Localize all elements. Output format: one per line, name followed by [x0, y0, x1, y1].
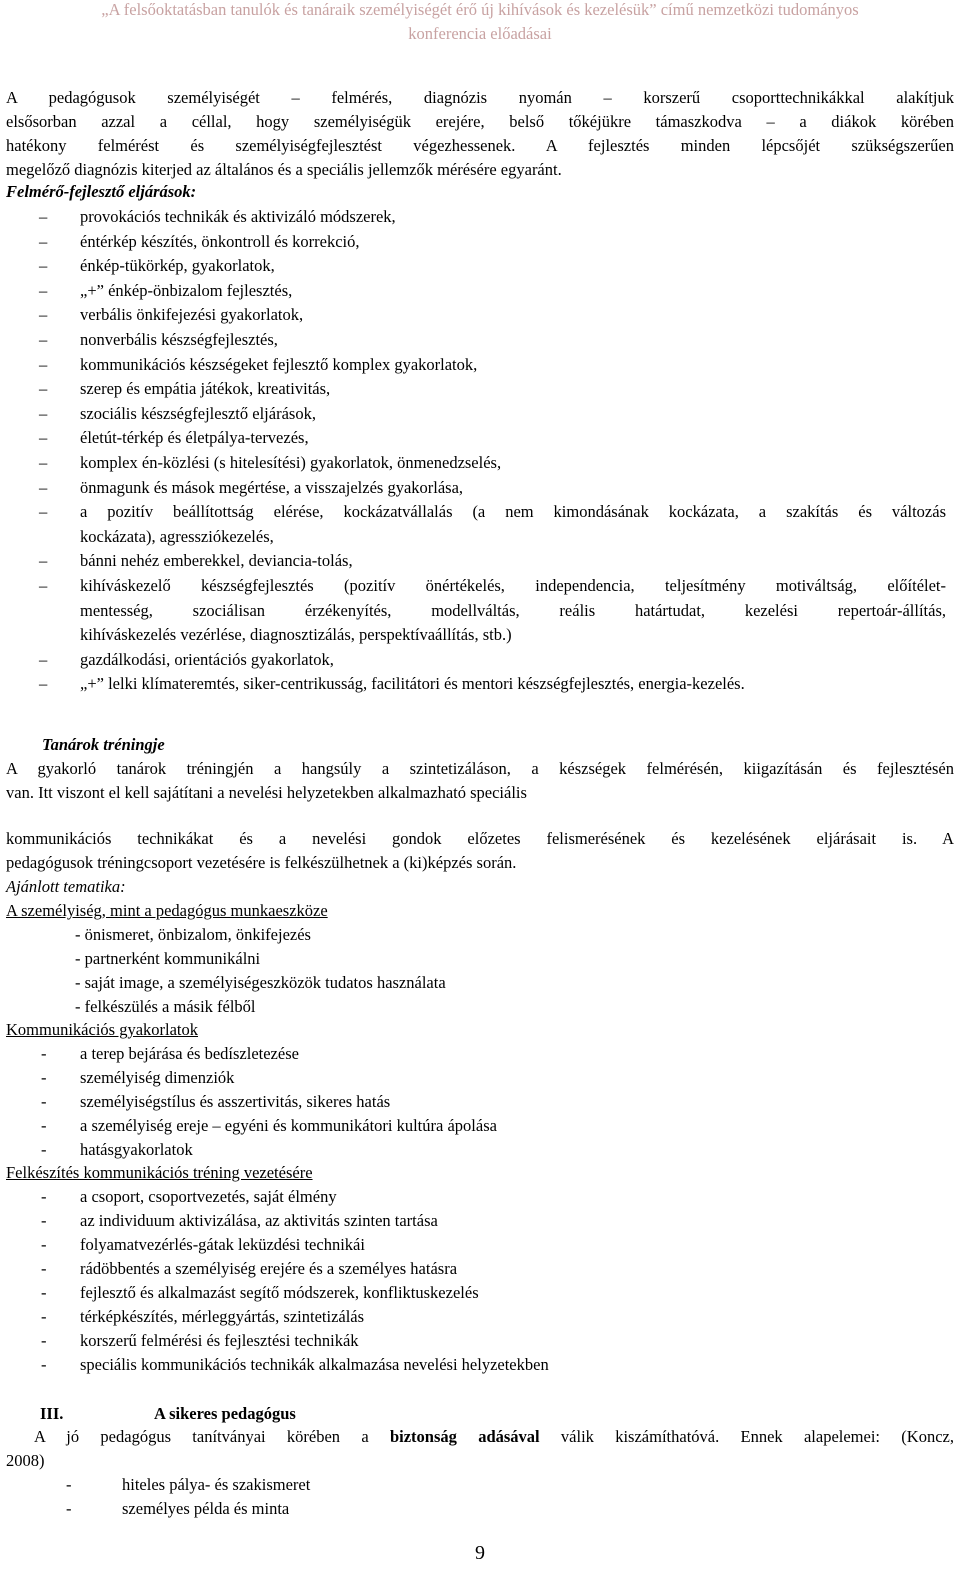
dash-marker: -	[41, 1068, 47, 1087]
section-text: válik kiszámíthatóvá. Ennek alapelemei: (Koncz,	[539, 1427, 954, 1446]
header-line-2: konferencia előadásai	[408, 24, 552, 43]
list-item: - partnerként kommunikálni	[75, 949, 261, 968]
list-item-text	[80, 205, 946, 230]
intro-line: hatékony felmérést és személyiségfejlesztést végezhessenek. A fejlesztés minden lépcsőjét szükségszerűen	[6, 136, 954, 155]
section-number: III.	[40, 1404, 64, 1423]
list-item-text	[80, 500, 946, 549]
list-item-line: kommunikációs készségeket fejlesztő komplex gyakorlatok,	[80, 354, 478, 374]
list-item: térképkészítés, mérleggyártás, szintetizálás	[80, 1307, 365, 1326]
dash-marker: –	[39, 477, 48, 497]
list-item: - önismeret, önbizalom, önkifejezés	[75, 925, 311, 944]
dash-marker: –	[39, 649, 48, 669]
list-item: -	[66, 1475, 72, 1494]
teachers-paragraph-2	[6, 827, 954, 875]
dash-marker: –	[39, 280, 48, 300]
dash-marker: -	[41, 1355, 47, 1374]
dash-marker: -	[41, 1235, 47, 1254]
dash-marker: –	[39, 231, 48, 251]
list-item: a személyiség ereje – egyéni és kommunikátori kultúra ápolása	[80, 1116, 497, 1135]
dash-marker: -	[41, 1140, 47, 1159]
section-line-1	[6, 1425, 954, 1449]
list-item	[0, 205, 960, 230]
list-item-line: kockázata), agressziókezelés,	[80, 526, 274, 546]
topic-title-training-lead: Felkészítés kommunikációs tréning vezetésére	[6, 1163, 313, 1182]
list-item-line: komplex én-közlési (s hitelesítési) gyakorlatok, önmenedzselés,	[80, 452, 502, 472]
list-item	[0, 230, 960, 255]
list-item-line: gazdálkodási, orientációs gyakorlatok,	[80, 649, 334, 669]
list-item-text	[80, 254, 946, 279]
list-item	[0, 402, 960, 427]
list-item: - felkészülés a másik félből	[75, 997, 256, 1016]
list-item	[0, 426, 960, 451]
intro-line: elsősorban azzal a céllal, hogy személyiségük erejére, belső tőkéjükre támaszkodva – a diákok körében	[6, 112, 954, 131]
list-item	[0, 500, 960, 549]
teachers-line: pedagógusok tréningcsoport vezetésére is felkészülhetnek a (ki)képzés során.	[6, 853, 517, 872]
dash-marker: –	[39, 207, 48, 226]
list-item: folyamatvezérlés-gátak leküzdési technikái	[80, 1235, 365, 1254]
list-item-line: énkép-tükörkép, gyakorlatok,	[80, 256, 275, 276]
methods-heading: Felmérő-fejlesztő eljárások:	[6, 182, 197, 201]
topic-title-communication: Kommunikációs gyakorlatok	[6, 1020, 199, 1039]
list-item	[0, 303, 960, 328]
list-item: személyiség dimenziók	[80, 1068, 235, 1087]
list-item-text	[80, 377, 946, 402]
list-item: személyiségstílus és asszertivitás, sikeres hatás	[80, 1092, 391, 1111]
list-item-line: mentesség, szociálisan érzékenyítés, modellváltás, reális határtudat, kezelési repertoár-állítás,	[80, 600, 946, 620]
dash-marker: –	[39, 452, 48, 472]
page-number: 9	[475, 1542, 485, 1564]
list-item	[0, 574, 960, 648]
list-item-text	[80, 402, 946, 427]
teachers-line: van. Itt viszont el kell sajátítani a nevelési helyzetekben alkalmazható speciális	[6, 783, 527, 802]
list-item-line: a pozitív beállítottság elérése, kockázatvállalás (a nem kimondásának kockázata, a szakítás és változás	[80, 502, 946, 522]
topic-title-personality: A személyiség, mint a pedagógus munkaeszköze	[6, 901, 328, 920]
teachers-line: A gyakorló tanárok tréningjén a hangsúly a szintetizáláson, a készségek felmérésén, kiigazításán és fejlesztésén	[6, 759, 954, 778]
list-item: korszerű felmérési és fejlesztési technikák	[80, 1331, 359, 1350]
list-item: személyes példa és minta	[122, 1499, 290, 1518]
list-item	[0, 476, 960, 501]
list-item-text	[80, 476, 946, 501]
list-item: az individuum aktivizálása, az aktivitás szinten tartása	[80, 1211, 438, 1230]
dash-marker: -	[41, 1283, 47, 1302]
list-item	[0, 451, 960, 476]
section-paragraph	[6, 1425, 954, 1473]
list-item-line: szociális készségfejlesztő eljárások,	[80, 403, 316, 423]
list-item-text	[80, 279, 946, 304]
list-item-line: „+” lelki klímateremtés, siker-centrikusság, facilitátori és mentori készségfejlesztés, energia-kezelés.	[80, 674, 745, 694]
list-item-text	[80, 353, 946, 378]
teachers-paragraph-1	[6, 757, 954, 805]
section-title: A sikeres pedagógus	[154, 1404, 296, 1423]
dash-marker: –	[39, 403, 48, 423]
dash-marker: –	[39, 379, 48, 399]
list-item-line: szerep és empátia játékok, kreativitás,	[80, 379, 331, 399]
list-item-line: életút-térkép és életpálya-tervezés,	[80, 428, 309, 448]
list-item-text	[80, 549, 946, 574]
dash-marker: –	[39, 575, 48, 595]
section-line-2: 2008)	[6, 1451, 45, 1470]
list-item-line: kihíváskezelő készségfejlesztés (pozitív önértékelés, independencia, teljesítmény motiváltság, előítélet-	[80, 575, 946, 595]
list-item	[0, 353, 960, 378]
list-item	[0, 279, 960, 304]
list-item-text	[80, 451, 946, 476]
list-item: a csoport, csoportvezetés, saját élmény	[80, 1187, 337, 1206]
list-item: speciális kommunikációs technikák alkalmazása nevelési helyzetekben	[80, 1355, 549, 1374]
list-item-line: éntérkép készítés, önkontroll és korrekció,	[80, 231, 360, 251]
list-item: hiteles pálya- és szakismeret	[122, 1475, 311, 1494]
list-item-line: provokációs technikák és aktivizáló módszerek,	[80, 207, 396, 226]
list-item: rádöbbentés a személyiség erejére és a személyes hatásra	[80, 1259, 458, 1278]
list-item	[0, 648, 960, 673]
list-item	[0, 254, 960, 279]
list-item-text	[80, 303, 946, 328]
list-item: fejlesztő és alkalmazást segítő módszerek, konfliktuskezelés	[80, 1283, 479, 1302]
dash-marker: –	[39, 305, 48, 325]
intro-paragraph	[6, 86, 954, 182]
dash-marker: -	[41, 1259, 47, 1278]
dash-marker: –	[39, 428, 48, 448]
list-item-text	[80, 672, 946, 697]
section-heading	[40, 1402, 296, 1426]
list-item: -	[66, 1499, 72, 1518]
list-item-line: verbális önkifejezési gyakorlatok,	[80, 305, 304, 325]
dash-marker: –	[39, 674, 48, 694]
recommended-label: Ajánlott tematika:	[6, 877, 126, 896]
intro-line: A pedagógusok személyiségét – felmérés, diagnózis nyomán – korszerű csoporttechnikákkal alakítjuk	[6, 88, 954, 107]
list-item	[0, 549, 960, 574]
dash-marker: –	[39, 256, 48, 276]
dash-marker: –	[39, 354, 48, 374]
section-text: A jó pedagógus tanítványai körében a	[34, 1427, 390, 1446]
list-item-text	[80, 574, 946, 648]
list-item-text	[80, 426, 946, 451]
dash-marker: -	[41, 1211, 47, 1230]
list-item-text	[80, 230, 946, 255]
list-item: - saját image, a személyiségeszközök tudatos használata	[75, 973, 446, 992]
section-bold-text: biztonság adásával	[389, 1427, 540, 1446]
running-header	[0, 0, 960, 46]
dash-marker: -	[41, 1044, 47, 1063]
list-item	[0, 328, 960, 353]
list-item	[0, 377, 960, 402]
teachers-line: kommunikációs technikákat és a nevelési gondok előzetes felismerésének és kezelésének eljárásait is. A	[6, 829, 954, 848]
methods-list	[0, 205, 960, 697]
dash-marker: -	[41, 1331, 47, 1350]
list-item-line: nonverbális készségfejlesztés,	[80, 329, 278, 349]
list-item-line: bánni nehéz emberekkel, deviancia-tolás,	[80, 551, 353, 571]
dash-marker: -	[41, 1092, 47, 1111]
list-item-line: „+” énkép-önbizalom fejlesztés,	[80, 280, 293, 300]
dash-marker: -	[41, 1116, 47, 1135]
header-line-1: „A felsőoktatásban tanulók és tanáraik személyiségét érő új kihívások és kezelésük” című nemzetközi tudományos	[101, 0, 859, 19]
list-item: a terep bejárása és bedíszletezése	[80, 1044, 299, 1063]
dash-marker: –	[39, 329, 48, 349]
list-item: hatásgyakorlatok	[80, 1140, 193, 1159]
list-item-line: kihíváskezelés vezérlése, diagnosztizálás, perspektívaállítás, stb.)	[80, 625, 512, 645]
dash-marker: -	[41, 1307, 47, 1326]
dash-marker: –	[39, 551, 48, 571]
list-item-text	[80, 328, 946, 353]
list-item	[0, 672, 960, 697]
dash-marker: –	[39, 502, 48, 522]
intro-line: megelőző diagnózis kiterjed az általános és a speciális jellemzők mérésére egyaránt.	[6, 160, 562, 179]
teachers-heading: Tanárok tréningje	[42, 735, 165, 754]
list-item-line: önmagunk és mások megértése, a visszajelzés gyakorlása,	[80, 477, 464, 497]
list-item-text	[80, 648, 946, 673]
dash-marker: -	[41, 1187, 47, 1206]
